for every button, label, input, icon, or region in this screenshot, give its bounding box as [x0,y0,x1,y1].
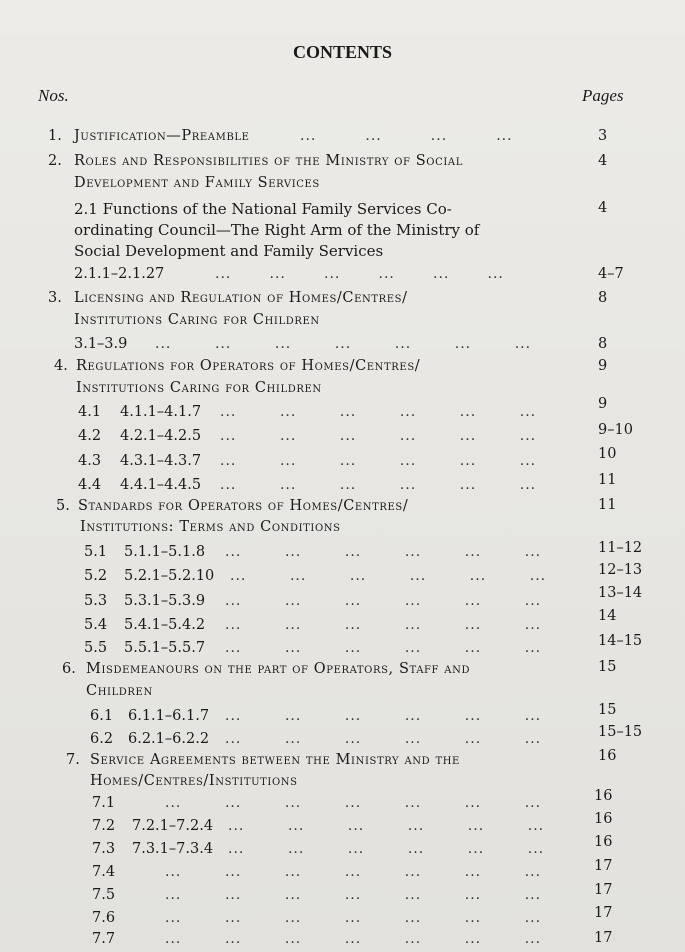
entry-number: 2. [48,153,62,169]
entry-title: 4.3.1–4.3.7 [120,453,202,469]
entry-title-line2: Institutions Caring for Children [76,380,322,396]
entry-title: 2.1 Functions of the National Family Services Co- [74,200,452,218]
dot-leaders: ... ... ... ... ... ... [228,841,545,857]
entry-number: 4.2 [78,428,102,444]
entry-number: 7.3 [92,841,116,857]
page-number: 17 [594,905,613,921]
entry-title: 5.1.1–5.1.8 [124,544,206,560]
entry-number: 6.2 [90,731,114,747]
dot-leaders: ... ... ... ... ... ... ... [165,887,542,903]
dot-leaders: ... ... ... ... ... ... [220,404,537,420]
dot-leaders: ... ... ... ... [300,128,513,144]
page-number: 17 [594,858,613,874]
dot-leaders: ... ... ... ... ... ... [215,266,504,282]
entry-title: 7.2.1–7.2.4 [132,818,214,834]
entry-title-line2: Development and Family Services [74,175,320,191]
entry-title: Regulations for Operators of Homes/Centres/ [76,358,421,374]
page-number: 12–13 [598,562,643,578]
entry-number: 5.2 [84,568,108,584]
entry-title: 4.1.1–4.1.7 [120,404,202,420]
dot-leaders: ... ... ... ... ... ... [225,708,542,724]
dot-leaders: ... ... ... ... ... ... [228,818,545,834]
page-number: 15 [598,659,617,675]
page-number: 10 [598,446,617,462]
dot-leaders: ... ... ... ... ... ... [225,617,542,633]
entry-title-line2: Children [86,683,153,699]
entry-number: 4.3 [78,453,102,469]
page-number: 16 [594,788,613,804]
entry-number: 4. [54,358,68,374]
dot-leaders: ... ... ... ... ... ... ... [165,795,542,811]
entry-title: 2.1.1–2.1.27 [74,266,165,282]
entry-number: 7.2 [92,818,116,834]
entry-title: 6.2.1–6.2.2 [128,731,210,747]
dot-leaders: ... ... ... ... ... ... [220,477,537,493]
page-number: 9 [598,396,608,412]
page-number: 9–10 [598,422,633,438]
page-number: 11 [598,472,617,488]
page-number: 16 [598,748,617,764]
dot-leaders: ... ... ... ... ... ... [220,428,537,444]
entry-number: 4.4 [78,477,102,493]
dot-leaders: ... ... ... ... ... ... [225,640,542,656]
page-number: 16 [594,834,613,850]
entry-number: 6.1 [90,708,114,724]
page-number: 3 [598,128,608,144]
page-number: 13–14 [598,585,643,601]
entry-title: 7.3.1–7.3.4 [132,841,214,857]
entry-title: 5.3.1–5.3.9 [124,593,206,609]
contents-title: CONTENTS [292,42,393,62]
entry-title: 5.2.1–5.2.10 [124,568,215,584]
dot-leaders: ... ... ... ... ... ... ... [155,336,532,352]
page-number: 4 [598,153,608,169]
entry-number: 7. [66,752,80,768]
page-number: 8 [598,290,608,306]
dot-leaders: ... ... ... ... ... ... ... [165,931,542,947]
entry-title: 6.1.1–6.1.7 [128,708,210,724]
dot-leaders: ... ... ... ... ... ... [230,568,547,584]
page-number: 17 [594,882,613,898]
entry-number: 3. [48,290,62,306]
entry-title: Licensing and Regulation of Homes/Centres/ [74,290,408,306]
entry-number: 5. [56,498,70,514]
page-number: 14 [598,608,617,624]
page-number: 9 [598,358,608,374]
entry-number: 1. [48,128,62,144]
page-number: 15 [598,702,617,718]
entry-number: 5.3 [84,593,108,609]
entry-title-line2: Homes/Centres/Institutions [90,773,298,789]
page-number: 11–12 [598,540,643,556]
entry-number: 6. [62,661,76,677]
nos-header: Nos. [38,86,69,105]
entry-title: 4.2.1–4.2.5 [120,428,202,444]
entry-title: Misdemeanours on the part of Operators, Staff and [86,661,471,677]
entry-number: 5.1 [84,544,108,560]
page-number: 15–15 [598,724,643,740]
entry-number: 7.1 [92,795,116,811]
entry-title-line2: ordinating Council—The Right Arm of the Ministry of [74,221,480,239]
page-number: 14–15 [598,633,643,649]
entry-title: 5.4.1–5.4.2 [124,617,206,633]
page-number: 4 [598,200,608,216]
entry-title: Service Agreements between the Ministry and the [90,752,460,768]
dot-leaders: ... ... ... ... ... ... ... [165,864,542,880]
pages-header: Pages [582,86,624,105]
entry-number: 7.6 [92,910,116,926]
entry-number: 5.5 [84,640,108,656]
entry-title: 3.1–3.9 [74,336,128,352]
entry-number: 7.7 [92,931,116,947]
dot-leaders: ... ... ... ... ... ... [225,544,542,560]
page-number: 4–7 [598,266,624,282]
entry-title: Roles and Responsibilities of the Ministry of Social [74,153,463,169]
page-number: 8 [598,336,608,352]
page-number: 11 [598,497,617,513]
page-number: 17 [594,930,613,946]
entry-number: 7.4 [92,864,116,880]
entry-title: 4.4.1–4.4.5 [120,477,202,493]
entry-number: 5.4 [84,617,108,633]
dot-leaders: ... ... ... ... ... ... [220,453,537,469]
dot-leaders: ... ... ... ... ... ... [225,731,542,747]
entry-title: 5.5.1–5.5.7 [124,640,206,656]
entry-title-line3: Social Development and Family Services [74,242,384,260]
dot-leaders: ... ... ... ... ... ... [225,593,542,609]
entry-number: 4.1 [78,404,102,420]
entry-title-line2: Institutions Caring for Children [74,312,320,328]
entry-number: 7.5 [92,887,116,903]
entry-title-line2: Institutions: Terms and Conditions [80,519,341,535]
entry-title: Justification—Preamble [74,128,250,144]
entry-title: Standards for Operators of Homes/Centres/ [78,498,409,514]
dot-leaders: ... ... ... ... ... ... ... [165,910,542,926]
page-number: 16 [594,811,613,827]
